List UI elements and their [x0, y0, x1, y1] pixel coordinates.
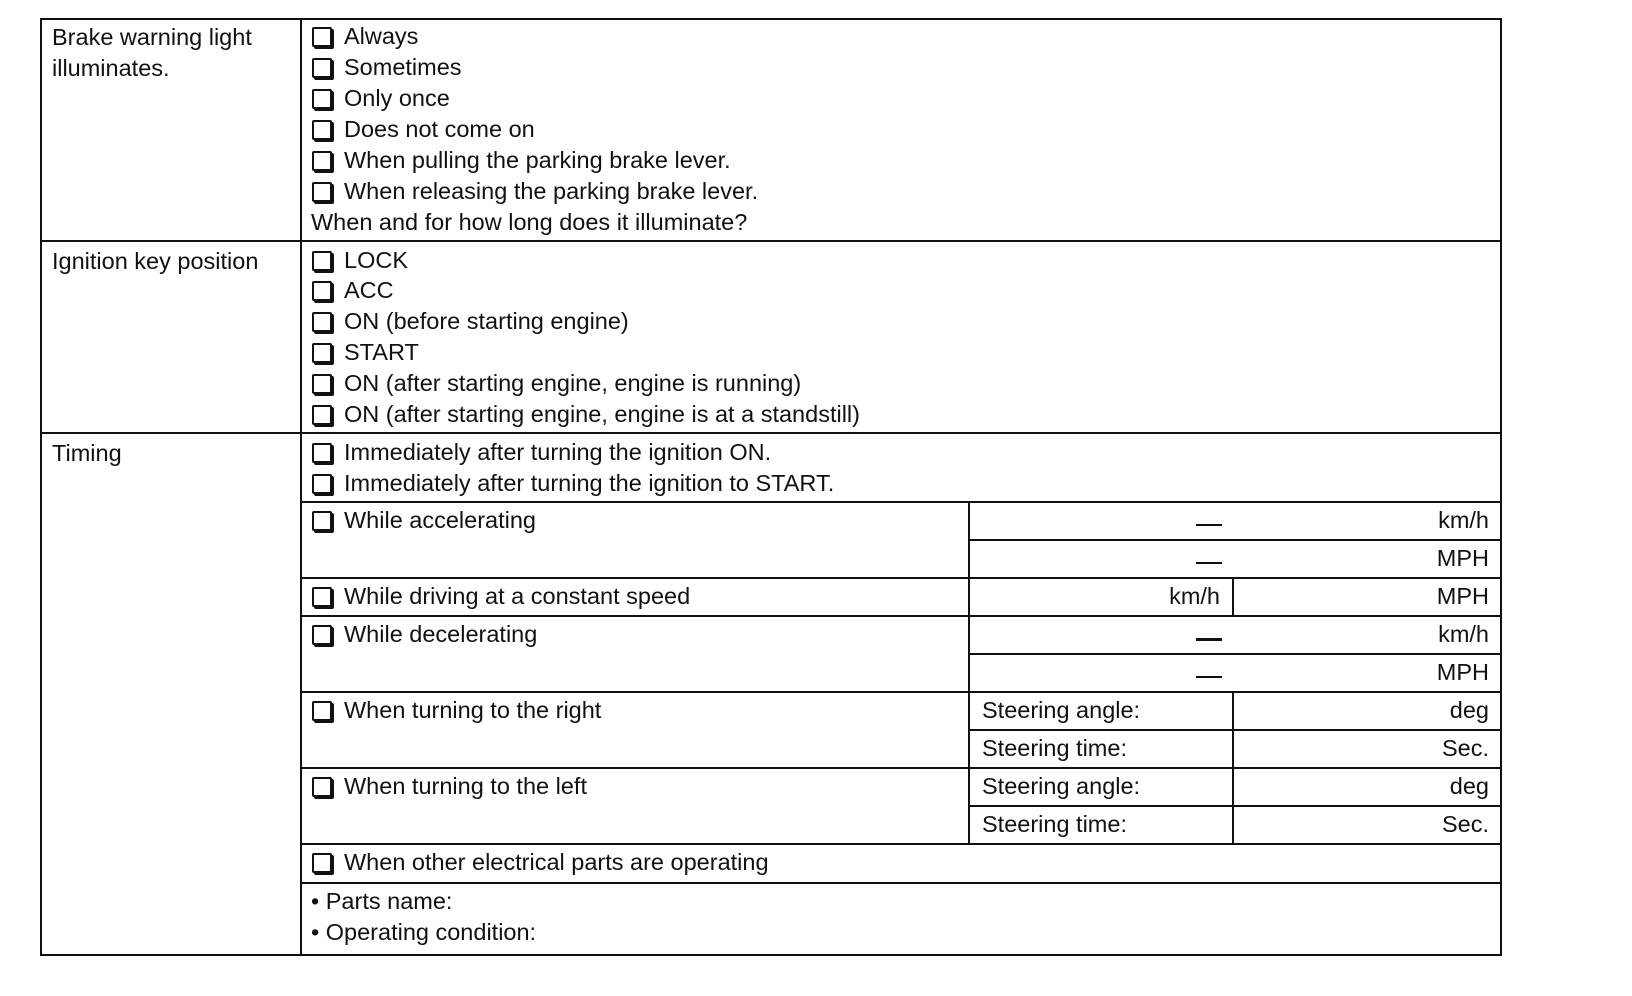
option-sometimes[interactable]: Sometimes	[312, 52, 462, 82]
unit-sec: Sec.	[1441, 735, 1489, 761]
timing-label: Timing	[52, 440, 122, 466]
checkbox-icon[interactable]	[312, 374, 332, 394]
checkbox-icon[interactable]	[312, 443, 332, 463]
option-ignition-start[interactable]: Immediately after turning the ignition to START.	[312, 468, 834, 498]
table-border-right	[1500, 18, 1502, 956]
option-only-once[interactable]: Only once	[312, 83, 450, 113]
checkbox-icon[interactable]	[312, 251, 332, 271]
checkbox-icon[interactable]	[312, 701, 332, 721]
checkbox-icon[interactable]	[312, 343, 332, 363]
brake-warning-label: Brake warning light illuminates.	[52, 24, 252, 81]
checkbox-icon[interactable]	[312, 27, 332, 47]
parts-name-label: • Parts name:	[311, 888, 453, 914]
table-border-bottom	[40, 954, 1502, 956]
unit-deg: deg	[1449, 697, 1489, 723]
option-on-engine-standstill[interactable]: ON (after starting engine, engine is at a standstill)	[312, 399, 860, 429]
unit-deg: deg	[1449, 773, 1489, 799]
option-ignition-on[interactable]: Immediately after turning the ignition ON.	[312, 437, 771, 467]
row-divider	[968, 539, 1502, 541]
option-accelerating[interactable]: While accelerating	[312, 505, 536, 535]
row-divider	[300, 843, 1502, 845]
row-divider	[968, 805, 1502, 807]
option-on-before-start[interactable]: ON (before starting engine)	[312, 306, 629, 336]
checkbox-icon[interactable]	[312, 853, 332, 873]
row-divider	[40, 240, 1502, 242]
option-always[interactable]: Always	[312, 21, 418, 51]
row-divider	[300, 615, 1502, 617]
label-column-divider	[300, 18, 302, 956]
row-divider	[300, 767, 1502, 769]
operating-condition-label: • Operating condition:	[311, 919, 537, 945]
checkbox-icon[interactable]	[312, 58, 332, 78]
brake-warning-diagnosis-form	[40, 18, 1502, 956]
illumination-question: When and for how long does it illuminate?	[311, 209, 748, 235]
row-divider	[300, 691, 1502, 693]
option-constant-speed[interactable]: While driving at a constant speed	[312, 581, 690, 611]
row-divider	[300, 501, 1502, 503]
checkbox-icon[interactable]	[312, 312, 332, 332]
row-divider	[968, 653, 1502, 655]
option-turning-right[interactable]: When turning to the right	[312, 695, 601, 725]
option-decelerating[interactable]: While decelerating	[312, 619, 537, 649]
unit-kmh: km/h	[1169, 583, 1220, 609]
unit-mph: MPH	[1436, 583, 1489, 609]
option-other-electrical[interactable]: When other electrical parts are operating	[312, 847, 769, 877]
unit-sec: Sec.	[1441, 811, 1489, 837]
row-divider	[40, 432, 1502, 434]
unit-mph: MPH	[1436, 545, 1489, 571]
option-lock[interactable]: LOCK	[312, 245, 408, 275]
dash-icon	[1196, 638, 1222, 641]
checkbox-icon[interactable]	[312, 625, 332, 645]
option-does-not-come-on[interactable]: Does not come on	[312, 114, 535, 144]
steering-angle-label: Steering angle:	[982, 773, 1141, 799]
unit-mph: MPH	[1436, 659, 1489, 685]
checkbox-icon[interactable]	[312, 587, 332, 607]
option-acc[interactable]: ACC	[312, 275, 394, 305]
row-divider	[300, 577, 1502, 579]
option-releasing-parking-brake[interactable]: When releasing the parking brake lever.	[312, 176, 758, 206]
row-divider	[968, 729, 1502, 731]
dash-icon	[1196, 524, 1222, 526]
checkbox-icon[interactable]	[312, 777, 332, 797]
checkbox-icon[interactable]	[312, 89, 332, 109]
checkbox-icon[interactable]	[312, 474, 332, 494]
option-on-engine-running[interactable]: ON (after starting engine, engine is running)	[312, 368, 801, 398]
steering-time-label: Steering time:	[982, 811, 1127, 837]
steering-time-label: Steering time:	[982, 735, 1127, 761]
option-turning-left[interactable]: When turning to the left	[312, 771, 587, 801]
option-pulling-parking-brake[interactable]: When pulling the parking brake lever.	[312, 145, 731, 175]
row-divider	[300, 882, 1502, 884]
dash-icon	[1196, 562, 1222, 564]
checkbox-icon[interactable]	[312, 511, 332, 531]
ignition-key-label: Ignition key position	[52, 248, 259, 274]
table-border-left	[40, 18, 42, 956]
checkbox-icon[interactable]	[312, 120, 332, 140]
value-column-divider	[1232, 691, 1234, 844]
unit-kmh: km/h	[1438, 621, 1489, 647]
checkbox-icon[interactable]	[312, 151, 332, 171]
steering-angle-label: Steering angle:	[982, 697, 1141, 723]
checkbox-icon[interactable]	[312, 182, 332, 202]
dash-icon	[1196, 676, 1222, 678]
unit-kmh: km/h	[1438, 507, 1489, 533]
checkbox-icon[interactable]	[312, 405, 332, 425]
table-border-top	[40, 18, 1502, 20]
checkbox-icon[interactable]	[312, 281, 332, 301]
value-column-divider	[1232, 577, 1234, 615]
option-start[interactable]: START	[312, 337, 419, 367]
value-column-divider	[968, 501, 970, 844]
